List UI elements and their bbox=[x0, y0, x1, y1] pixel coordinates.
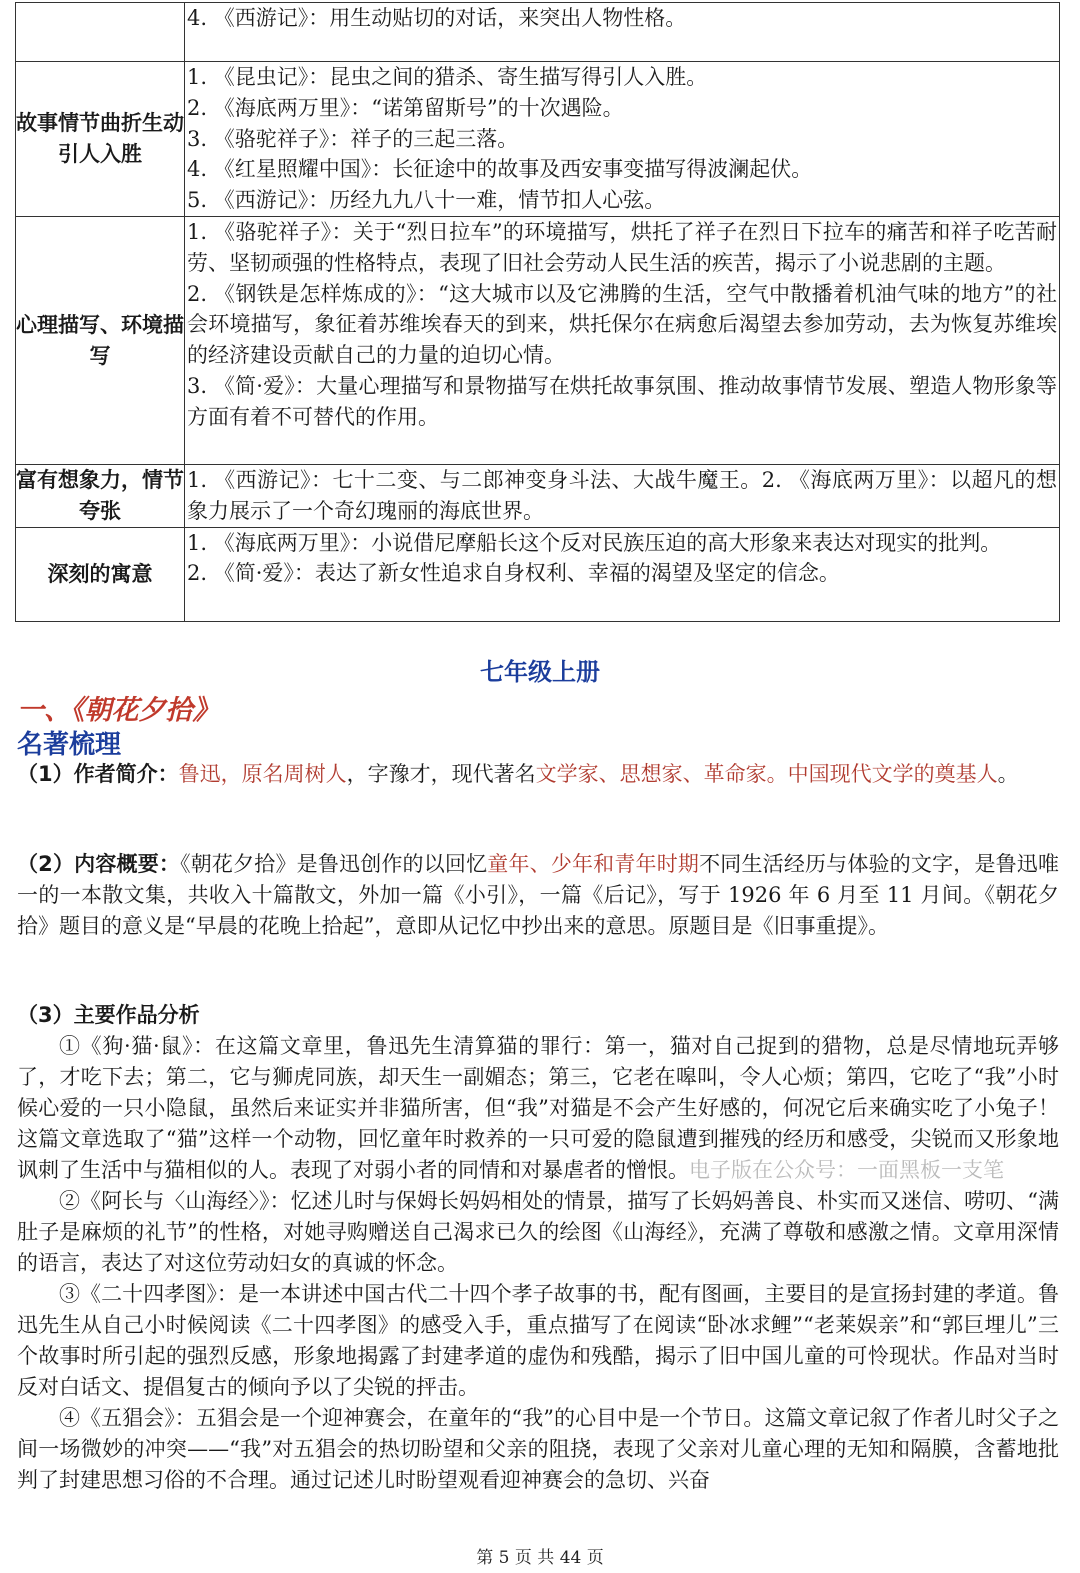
author-label: （1）作者简介： bbox=[17, 762, 179, 786]
summary-label: （2）内容概要： bbox=[17, 852, 181, 876]
table-line: 5. 《西游记》：历经九九八十一难，情节扣人心弦。 bbox=[187, 188, 666, 213]
category-cell: 故事情节曲折生动引人入胜 bbox=[16, 62, 185, 217]
content-cell bbox=[185, 217, 1060, 465]
content-cell bbox=[185, 465, 1060, 528]
book-title-heading: 一、《朝花夕拾》 bbox=[17, 695, 220, 726]
table-line: 1. 《昆虫记》：昆虫之间的猎杀、寄生描写得引人入胜。 bbox=[187, 65, 708, 89]
table-line: 2. 《简·爱》：表达了新女性追求自身权利、幸福的渴望及坚定的信念。 bbox=[187, 561, 840, 586]
table-line: 3. 《骆驼祥子》：祥子的三起三落。 bbox=[187, 126, 519, 151]
author-intro bbox=[17, 759, 1059, 790]
summary-highlight: 童年、少年和青年时期 bbox=[487, 852, 700, 876]
content-summary bbox=[17, 849, 1059, 942]
content-cell bbox=[185, 3, 1060, 62]
table-line: 1. 《骆驼祥子》：关于“烈日拉车”的环境描写，烘托了祥子在烈日下拉车的痛苦和祥子吃苦耐劳、坚韧顽强的性格特点，表现了旧社会劳动人民生活的疾苦，揭示了小说悲剧的主题。 bbox=[187, 220, 1057, 275]
table-row bbox=[16, 3, 1060, 62]
grade-heading: 七年级上册 bbox=[480, 658, 600, 686]
summary-text: 不同生活经历与体验的文字，是鲁迅唯一的一本散文集，共收入十篇散文，外加一篇《小引》，一篇《后记》，写于 1926 年 6 月至 11 月间。《朝花夕拾》题目的意义是“早晨的花晚上拾起”，意即从记忆中抄出来的意思。原题目是《旧事重提》。 bbox=[17, 852, 1059, 938]
table-line: 3. 《简·爱》：大量心理描写和景物描写在烘托故事氛围、推动故事情节发展、塑造人物形象等方面有着不可替代的作用。 bbox=[187, 373, 1057, 429]
feature-table bbox=[15, 2, 1060, 622]
analysis-paragraph: ③《二十四孝图》：是一本讲述中国古代二十四个孝子故事的书，配有图画，主要目的是宣扬封建的孝道。鲁迅先生从自己小时候阅读《二十四孝图》的感受入手，重点描写了在阅读“卧冰求鲤”“老莱娱亲”和“郭巨埋儿”三个故事时所引起的强烈反感，形象地揭露了封建孝道的虚伪和残酷，揭示了旧中国儿童的可怜现状。作品对当时反对白话文、提倡复古的倾向予以了尖锐的抨击。 bbox=[17, 1282, 1059, 1399]
table-line: 2. 《海底两万里》：“诺第留斯号”的十次遇险。 bbox=[187, 95, 624, 120]
page-number: 第 5 页 共 44 页 bbox=[476, 1548, 604, 1568]
analysis-paragraph: ④《五猖会》：五猖会是一个迎神赛会，在童年的“我”的心目中是一个节日。这篇文章记叙了作者儿时父子之间一场微妙的冲突——“我”对五猖会的热切盼望和父亲的阻挠，表现了父亲对儿童心理的无知和隔膜，含蓄地批判了封建思想习俗的不合理。通过记述儿时盼望观看迎神赛会的急切、兴奋 bbox=[17, 1406, 1059, 1492]
subsection-heading: 名著梳理 bbox=[17, 730, 122, 760]
table-row bbox=[16, 465, 1060, 528]
category-cell: 富有想象力，情节夸张 bbox=[16, 465, 185, 528]
table-line: 1. 《西游记》：七十二变、与二郎神变身斗法、大战牛魔王。2. 《海底两万里》：以超凡的想象力展示了一个奇幻瑰丽的海底世界。 bbox=[187, 468, 1057, 523]
author-text: 。 bbox=[997, 762, 1019, 786]
table-row bbox=[16, 217, 1060, 465]
analysis-paragraph bbox=[17, 1031, 1059, 1186]
analysis-label: （3）主要作品分析 bbox=[17, 1003, 200, 1027]
table-row bbox=[16, 62, 1060, 217]
category-cell: 深刻的寓意 bbox=[16, 527, 185, 621]
author-highlight: 文学家、思想家、革命家。中国现代文学的奠基人 bbox=[535, 762, 998, 786]
category-cell bbox=[16, 3, 185, 62]
analysis-section bbox=[17, 1000, 1059, 1496]
table-line: 4. 《红星照耀中国》：长征途中的故事及西安事变描写得波澜起伏。 bbox=[187, 157, 813, 182]
category-cell: 心理描写、环境描写 bbox=[16, 217, 185, 465]
content-cell bbox=[185, 527, 1060, 621]
table-line: 2. 《钢铁是怎样炼成的》：“这大城市以及它沸腾的生活，空气中散播着机油气味的地方”的社会环境描写，象征着苏维埃春天的到来，烘托保尔在病愈后渴望去参加劳动，去为恢复苏维埃的经济建设贡献自己的力量的迫切心情。 bbox=[187, 281, 1057, 368]
table-row bbox=[16, 527, 1060, 621]
content-cell bbox=[185, 62, 1060, 217]
table-line: 4. 《西游记》：用生动贴切的对话，来突出人物性格。 bbox=[187, 6, 687, 30]
analysis-paragraph: ②《阿长与〈山海经〉》：忆述儿时与保姆长妈妈相处的情景，描写了长妈妈善良、朴实而又迷信、唠叨、“满肚子是麻烦的礼节”的性格，对她寻购赠送自己渴求已久的绘图《山海经》，充满了尊敬和感激之情。文章用深情的语言，表达了对这位劳动妇女的真诚的怀念。 bbox=[17, 1189, 1059, 1275]
analysis-text: ①《狗·猫·鼠》：在这篇文章里，鲁迅先生清算猫的罪行：第一，猫对自己捉到的猎物，总是尽情地玩弄够了，才吃下去；第二，它与狮虎同族，却天生一副媚态；第三，它老在嗥叫，令人心烦；第四，它吃了“我”小时候心爱的一只小隐鼠，虽然后来证实并非猫所害，但“我”对猫是不会产生好感的，何况它后来确实吃了小兔子！这篇文章选取了“猫”这样一个动物，回忆童年时救养的一只可爱的隐鼠遭到摧残的经历和感受，尖锐而又形象地讽刺了生活中与猫相似的人。表现了对弱小者的同情和对暴虐者的憎恨。 bbox=[17, 1034, 1059, 1182]
author-text: ，字豫才，现代著名 bbox=[346, 762, 536, 786]
table-line: 1. 《海底两万里》：小说借尼摩船长这个反对民族压迫的高大形象来表达对现实的批判。 bbox=[187, 530, 1002, 555]
summary-text: 《朝花夕拾》是鲁迅创作的以回忆 bbox=[180, 852, 488, 876]
watermark-text: 电子版在公众号：一面黑板一支笔 bbox=[689, 1158, 1004, 1182]
author-highlight: 鲁迅，原名周树人 bbox=[178, 762, 347, 786]
